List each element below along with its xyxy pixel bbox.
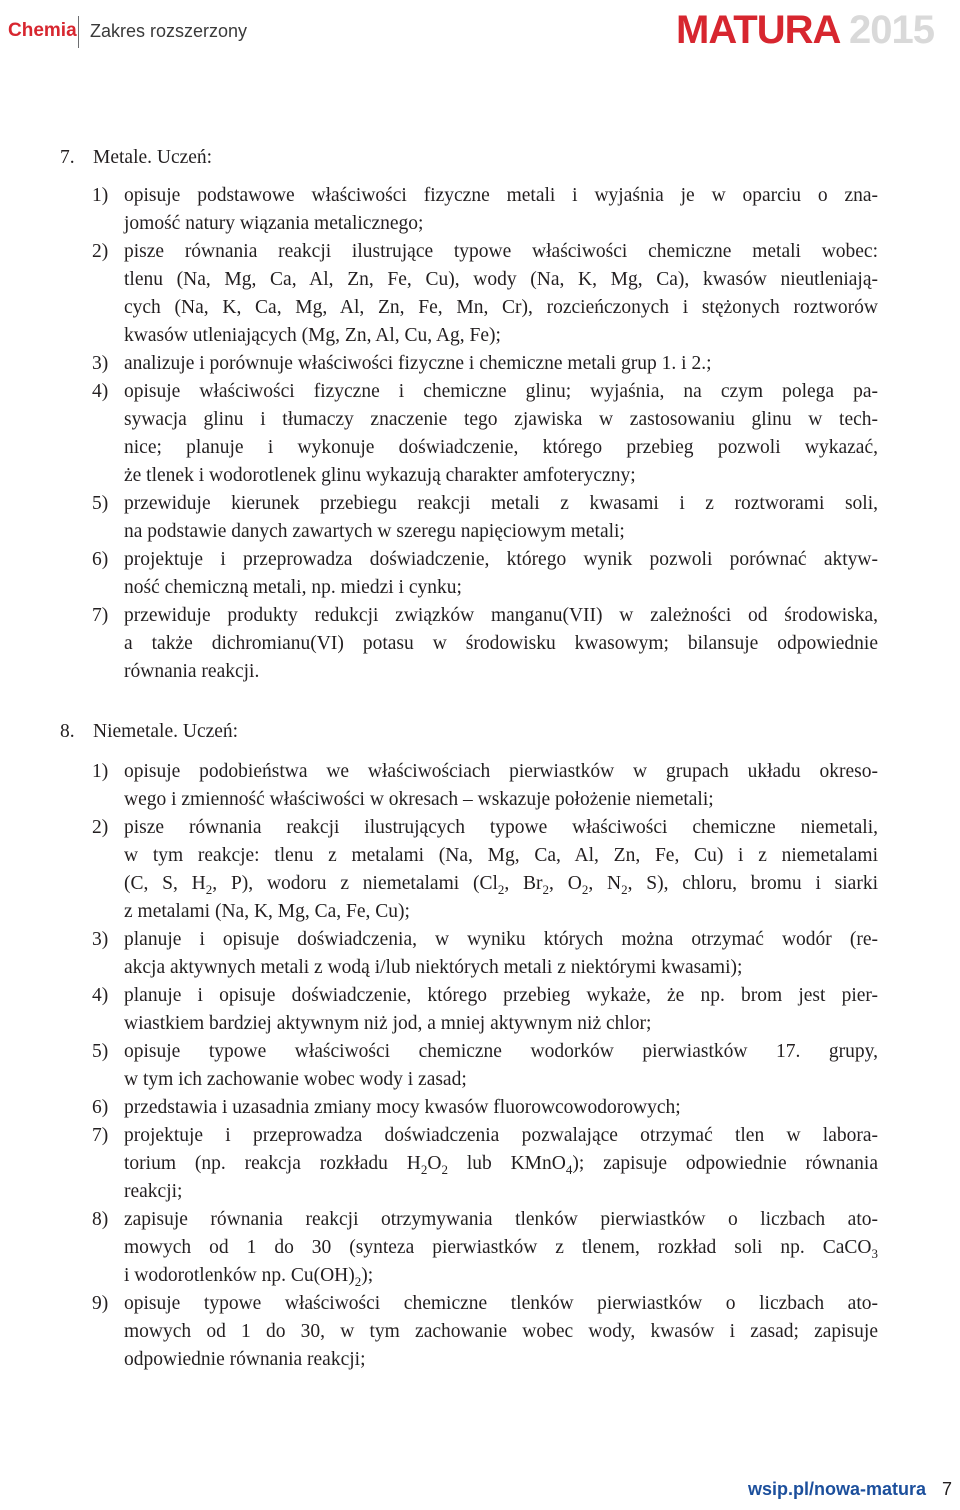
item-line: projektuje i przeprowadza doświadczenia pozwalające otrzymać tlen w labora- <box>124 1125 878 1146</box>
item-number: 6) <box>92 549 109 570</box>
item-line: nice; planuje i wykonuje doświadczenie, którego przebieg pozwoli wykazać, <box>124 437 878 458</box>
item-line: tlenu (Na, Mg, Ca, Al, Zn, Fe, Cu), wody (Na, K, Mg, Ca), kwasów nieutleniają- <box>124 269 878 290</box>
item-number: 2) <box>92 817 109 838</box>
item-line: przewiduje kierunek przebiegu reakcji metali z kwasami i z roztworami soli, <box>124 493 878 514</box>
item-line: (C, S, $H_2$, P), wodoru z niemetalami ($Cl_2$, $Br_2$, $O_2$, $N_2$, S), chloru, bromu i siarki <box>124 873 878 897</box>
footer-url-link[interactable]: wsip.pl/nowa-matura <box>747 1479 926 1499</box>
item-line: opisuje właściwości fizyczne i chemiczne glinu; wyjaśnia, na czym polega pa- <box>124 381 878 402</box>
item-number: 9) <box>92 1293 109 1314</box>
item-line: że tlenek i wodorotlenek glinu wykazują charakter amfoteryczny; <box>124 465 636 486</box>
item-line: jomość natury wiązania metalicznego; <box>124 213 424 234</box>
item-line: a także dichromianu(VI) potasu w środowisku kwasowym; bilansuje odpowiednie <box>124 633 878 654</box>
item-line: reakcji; <box>124 1181 183 1202</box>
item-line: wego i zmienność właściwości w okresach – wskazuje położenie niemetali; <box>124 789 714 810</box>
item-line: torium (np. reakcja rozkładu $H_2O_2$ lub KMnO$_4$); zapisuje odpowiednie równania <box>124 1153 879 1177</box>
item-number: 5) <box>92 1041 109 1062</box>
item-line: wiastkiem bardziej aktywnym niż jod, a mniej aktywnym niż chlor; <box>124 1013 652 1034</box>
item-number: 2) <box>92 241 109 262</box>
item-number: 1) <box>92 185 109 206</box>
matura-logo <box>676 8 934 53</box>
page-number: 7 <box>941 1479 952 1499</box>
item-number: 5) <box>92 493 109 514</box>
item-line: przewiduje produkty redukcji związków manganu(VII) w zależności od środowiska, <box>124 605 878 626</box>
item-number: 3) <box>92 929 109 950</box>
page-header <box>0 0 960 66</box>
item-number: 3) <box>92 353 109 374</box>
item-line: i wodorotlenków np. $Cu(OH)_2$); <box>124 1265 374 1289</box>
section-title: 7. Metale. Uczeń: <box>60 147 213 168</box>
item-line: opisuje podstawowe właściwości fizyczne metali i wyjaśnia je w oparciu o zna- <box>124 185 878 206</box>
item-line: z metalami (Na, K, Mg, Ca, Fe, Cu); <box>124 901 410 922</box>
item-line: akcja aktywnych metali z wodą i/lub niektórych metali z niektórymi kwasami); <box>124 957 743 978</box>
item-line: planuje i opisuje doświadczenie, którego przebieg wykaże, że np. brom jest pier- <box>124 985 878 1006</box>
item-number: 1) <box>92 761 109 782</box>
item-number: 6) <box>92 1097 109 1118</box>
item-line: równania reakcji. <box>124 661 260 682</box>
header-divider <box>78 16 79 48</box>
item-line: sywacja glinu i tłumaczy znaczenie tego zjawiska w zastosowaniu glinu w tech- <box>124 409 878 430</box>
item-line: pisze równania reakcji ilustrujące typowe właściwości chemiczne metali wobec: <box>124 241 878 262</box>
item-line: mowych od 1 do 30, w tym zachowanie wobec wody, kwasów i zasad; zapisuje <box>124 1321 878 1342</box>
item-line: na podstawie danych zawartych w szeregu napięciowym metali; <box>124 521 625 542</box>
item-line: pisze równania reakcji ilustrujących typowe właściwości chemiczne niemetali, <box>124 817 878 838</box>
item-line: cych (Na, K, Ca, Mg, Al, Zn, Fe, Mn, Cr), rozcieńczonych i stężonych roztworów <box>124 297 878 318</box>
matura-word: MATURA <box>676 8 839 52</box>
subject-label: Chemia <box>8 20 77 41</box>
item-line: w tym ich zachowanie wobec wody i zasad; <box>124 1069 467 1090</box>
item-number: 4) <box>92 381 109 402</box>
item-line: opisuje typowe właściwości chemiczne tlenków pierwiastków o liczbach ato- <box>124 1293 878 1314</box>
matura-year: 2015 <box>849 8 934 52</box>
level-label: Zakres rozszerzony <box>90 21 248 41</box>
item-number: 8) <box>92 1209 109 1230</box>
item-line: kwasów utleniających (Mg, Zn, Al, Cu, Ag, Fe); <box>124 325 501 346</box>
item-line: ność chemiczną metali, np. miedzi i cynku; <box>124 577 462 598</box>
item-line: planuje i opisuje doświadczenia, w wyniku których można otrzymać wodór (re- <box>124 929 878 950</box>
item-line: opisuje podobieństwa we właściwościach pierwiastków w grupach układu okreso- <box>124 761 878 782</box>
item-line: mowych od 1 do 30 (synteza pierwiastków z tlenem, rozkład soli np. CaCO$_3$ <box>124 1237 878 1261</box>
item-number: 7) <box>92 605 109 626</box>
item-line: projektuje i przeprowadza doświadczenie, którego wynik pozwoli porównać aktyw- <box>124 549 878 570</box>
section-title: 8. Niemetale. Uczeń: <box>60 721 239 742</box>
item-number: 7) <box>92 1125 109 1146</box>
item-line: w tym reakcje: tlenu z metalami (Na, Mg, Ca, Al, Zn, Fe, Cu) i z niemetalami <box>124 845 878 866</box>
item-line: odpowiednie równania reakcji; <box>124 1349 366 1370</box>
item-line: opisuje typowe właściwości chemiczne wodorków pierwiastków 17. grupy, <box>124 1041 878 1062</box>
item-line: przedstawia i uzasadnia zmiany mocy kwasów fluorowcowodorowych; <box>124 1097 681 1118</box>
item-number: 4) <box>92 985 109 1006</box>
item-line: zapisuje równania reakcji otrzymywania tlenków pierwiastków o liczbach ato- <box>124 1209 878 1230</box>
item-line: analizuje i porównuje właściwości fizyczne i chemiczne metali grup 1. i 2.; <box>124 353 712 374</box>
